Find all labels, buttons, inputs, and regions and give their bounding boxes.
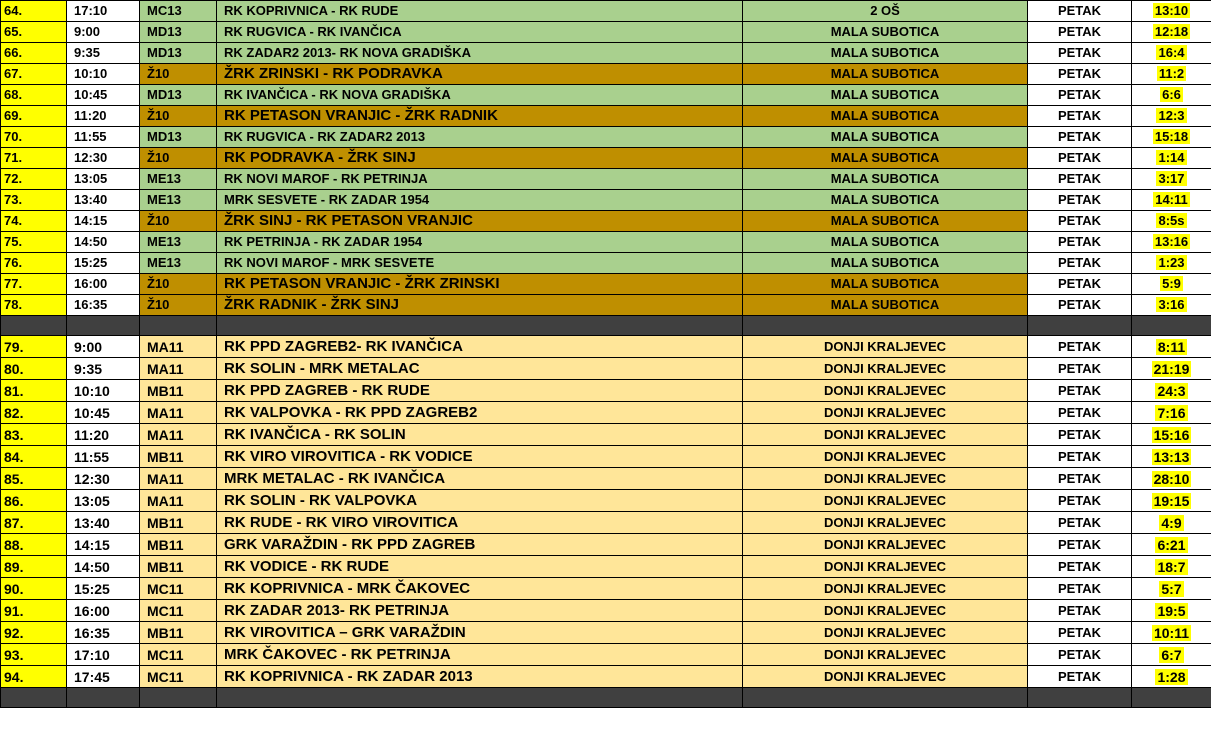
match-day: PETAK bbox=[1028, 148, 1132, 169]
table-row bbox=[1, 644, 1211, 666]
match-result bbox=[1132, 148, 1211, 169]
result-score: 13:13 bbox=[1153, 448, 1190, 465]
match-number: 77. bbox=[1, 274, 67, 295]
result-score: 3:17 bbox=[1158, 171, 1185, 186]
match-day: PETAK bbox=[1028, 578, 1132, 600]
match-number: 64. bbox=[1, 1, 67, 22]
table-row bbox=[1, 468, 1211, 490]
separator-cell bbox=[1028, 688, 1132, 708]
match-number: 93. bbox=[1, 644, 67, 666]
match-result bbox=[1132, 358, 1211, 380]
match-category: MA11 bbox=[140, 358, 217, 380]
match-day: PETAK bbox=[1028, 600, 1132, 622]
result-score: 12:18 bbox=[1154, 24, 1189, 39]
match-category: MB11 bbox=[140, 380, 217, 402]
match-time: 12:30 bbox=[67, 148, 140, 169]
match-day: PETAK bbox=[1028, 556, 1132, 578]
match-result bbox=[1132, 402, 1211, 424]
match-number: 91. bbox=[1, 600, 67, 622]
match-category: Ž10 bbox=[140, 211, 217, 232]
table-row bbox=[1, 253, 1211, 274]
match-day: PETAK bbox=[1028, 295, 1132, 316]
match-number: 69. bbox=[1, 106, 67, 127]
match-day: PETAK bbox=[1028, 106, 1132, 127]
match-number: 80. bbox=[1, 358, 67, 380]
match-result bbox=[1132, 490, 1211, 512]
match-venue: MALA SUBOTICA bbox=[743, 148, 1028, 169]
match-teams: MRK ČAKOVEC - RK PETRINJA bbox=[217, 644, 743, 666]
separator-cell bbox=[140, 316, 217, 336]
match-number: 68. bbox=[1, 85, 67, 106]
match-result bbox=[1132, 64, 1211, 85]
match-category: MA11 bbox=[140, 424, 217, 446]
match-venue: MALA SUBOTICA bbox=[743, 274, 1028, 295]
match-result bbox=[1132, 22, 1211, 43]
match-time: 15:25 bbox=[67, 253, 140, 274]
match-teams: RK VIRO VIROVITICA - RK VODICE bbox=[217, 446, 743, 468]
match-teams: RK RUDE - RK VIRO VIROVITICA bbox=[217, 512, 743, 534]
result-score: 11:2 bbox=[1158, 66, 1185, 81]
match-time: 13:05 bbox=[67, 169, 140, 190]
result-score: 5:7 bbox=[1161, 580, 1182, 597]
match-day: PETAK bbox=[1028, 666, 1132, 688]
match-teams: RK RUGVICA - RK IVANČICA bbox=[217, 22, 743, 43]
result-score: 6:6 bbox=[1162, 87, 1181, 102]
match-teams: RK KOPRIVNICA - MRK ČAKOVEC bbox=[217, 578, 743, 600]
match-venue: MALA SUBOTICA bbox=[743, 232, 1028, 253]
match-category: Ž10 bbox=[140, 295, 217, 316]
match-number: 75. bbox=[1, 232, 67, 253]
table-row bbox=[1, 600, 1211, 622]
match-day: PETAK bbox=[1028, 43, 1132, 64]
match-time: 11:20 bbox=[67, 106, 140, 127]
match-venue: DONJI KRALJEVEC bbox=[743, 358, 1028, 380]
match-time: 9:00 bbox=[67, 336, 140, 358]
table-row bbox=[1, 232, 1211, 253]
match-category: Ž10 bbox=[140, 148, 217, 169]
match-venue: DONJI KRALJEVEC bbox=[743, 490, 1028, 512]
match-number: 78. bbox=[1, 295, 67, 316]
result-score: 21:19 bbox=[1153, 360, 1190, 377]
result-score: 13:10 bbox=[1154, 3, 1189, 18]
table-row bbox=[1, 402, 1211, 424]
match-time: 17:45 bbox=[67, 666, 140, 688]
match-teams: RK PPD ZAGREB - RK RUDE bbox=[217, 380, 743, 402]
table-row bbox=[1, 148, 1211, 169]
separator-cell bbox=[1, 316, 67, 336]
match-venue: DONJI KRALJEVEC bbox=[743, 402, 1028, 424]
result-score: 1:14 bbox=[1158, 150, 1185, 165]
match-category: MD13 bbox=[140, 22, 217, 43]
match-category: MC13 bbox=[140, 1, 217, 22]
table-row bbox=[1, 1, 1211, 22]
match-number: 89. bbox=[1, 556, 67, 578]
match-result bbox=[1132, 295, 1211, 316]
match-venue: MALA SUBOTICA bbox=[743, 127, 1028, 148]
match-day: PETAK bbox=[1028, 64, 1132, 85]
match-number: 72. bbox=[1, 169, 67, 190]
match-venue: DONJI KRALJEVEC bbox=[743, 446, 1028, 468]
match-result bbox=[1132, 190, 1211, 211]
match-teams: RK SOLIN - RK VALPOVKA bbox=[217, 490, 743, 512]
match-teams: ŽRK ZRINSKI - RK PODRAVKA bbox=[217, 64, 743, 85]
result-score: 19:15 bbox=[1153, 492, 1190, 509]
match-category: Ž10 bbox=[140, 64, 217, 85]
match-result bbox=[1132, 127, 1211, 148]
match-time: 14:15 bbox=[67, 534, 140, 556]
result-score: 15:16 bbox=[1153, 426, 1190, 443]
separator-cell bbox=[67, 316, 140, 336]
match-category: MB11 bbox=[140, 622, 217, 644]
table-row bbox=[1, 380, 1211, 402]
separator-cell bbox=[1028, 316, 1132, 336]
match-number: 90. bbox=[1, 578, 67, 600]
match-category: ME13 bbox=[140, 232, 217, 253]
match-venue: MALA SUBOTICA bbox=[743, 85, 1028, 106]
match-teams: RK NOVI MAROF - MRK SESVETE bbox=[217, 253, 743, 274]
match-time: 14:50 bbox=[67, 556, 140, 578]
table-row bbox=[1, 190, 1211, 211]
match-teams: RK VODICE - RK RUDE bbox=[217, 556, 743, 578]
schedule-body bbox=[1, 1, 1211, 708]
match-day: PETAK bbox=[1028, 622, 1132, 644]
match-day: PETAK bbox=[1028, 336, 1132, 358]
match-time: 10:10 bbox=[67, 64, 140, 85]
separator-cell bbox=[67, 688, 140, 708]
match-day: PETAK bbox=[1028, 424, 1132, 446]
match-teams: RK VIROVITICA – GRK VARAŽDIN bbox=[217, 622, 743, 644]
match-day: PETAK bbox=[1028, 211, 1132, 232]
match-number: 87. bbox=[1, 512, 67, 534]
match-day: PETAK bbox=[1028, 22, 1132, 43]
match-day: PETAK bbox=[1028, 85, 1132, 106]
match-category: MA11 bbox=[140, 468, 217, 490]
match-venue: MALA SUBOTICA bbox=[743, 295, 1028, 316]
result-score: 15:18 bbox=[1154, 129, 1189, 144]
match-time: 13:05 bbox=[67, 490, 140, 512]
match-teams: RK SOLIN - MRK METALAC bbox=[217, 358, 743, 380]
match-category: MB11 bbox=[140, 446, 217, 468]
match-teams: RK VALPOVKA - RK PPD ZAGREB2 bbox=[217, 402, 743, 424]
result-score: 28:10 bbox=[1153, 470, 1190, 487]
match-teams: GRK VARAŽDIN - RK PPD ZAGREB bbox=[217, 534, 743, 556]
match-day: PETAK bbox=[1028, 644, 1132, 666]
match-day: PETAK bbox=[1028, 232, 1132, 253]
match-category: MA11 bbox=[140, 402, 217, 424]
match-number: 73. bbox=[1, 190, 67, 211]
match-venue: MALA SUBOTICA bbox=[743, 43, 1028, 64]
match-time: 11:55 bbox=[67, 446, 140, 468]
match-time: 14:50 bbox=[67, 232, 140, 253]
result-score: 8:5s bbox=[1158, 213, 1185, 228]
match-time: 12:30 bbox=[67, 468, 140, 490]
table-row bbox=[1, 169, 1211, 190]
match-teams: RK ZADAR2 2013- RK NOVA GRADIŠKA bbox=[217, 43, 743, 64]
match-result bbox=[1132, 232, 1211, 253]
match-category: MB11 bbox=[140, 512, 217, 534]
match-category: Ž10 bbox=[140, 106, 217, 127]
match-number: 81. bbox=[1, 380, 67, 402]
match-number: 82. bbox=[1, 402, 67, 424]
match-day: PETAK bbox=[1028, 534, 1132, 556]
table-row bbox=[1, 446, 1211, 468]
match-category: ME13 bbox=[140, 253, 217, 274]
match-time: 16:00 bbox=[67, 274, 140, 295]
result-score: 6:21 bbox=[1157, 536, 1186, 553]
match-time: 9:00 bbox=[67, 22, 140, 43]
match-venue: DONJI KRALJEVEC bbox=[743, 534, 1028, 556]
match-result bbox=[1132, 169, 1211, 190]
match-category: MA11 bbox=[140, 490, 217, 512]
match-time: 10:10 bbox=[67, 380, 140, 402]
match-category: MD13 bbox=[140, 127, 217, 148]
match-result bbox=[1132, 666, 1211, 688]
match-category: MB11 bbox=[140, 534, 217, 556]
match-venue: DONJI KRALJEVEC bbox=[743, 600, 1028, 622]
match-result bbox=[1132, 211, 1211, 232]
match-number: 79. bbox=[1, 336, 67, 358]
match-day: PETAK bbox=[1028, 274, 1132, 295]
match-venue: MALA SUBOTICA bbox=[743, 169, 1028, 190]
table-row bbox=[1, 622, 1211, 644]
match-venue: MALA SUBOTICA bbox=[743, 64, 1028, 85]
match-teams: RK PPD ZAGREB2- RK IVANČICA bbox=[217, 336, 743, 358]
match-teams: RK PETASON VRANJIC - ŽRK ZRINSKI bbox=[217, 274, 743, 295]
match-number: 70. bbox=[1, 127, 67, 148]
match-venue: DONJI KRALJEVEC bbox=[743, 468, 1028, 490]
match-result bbox=[1132, 106, 1211, 127]
match-number: 74. bbox=[1, 211, 67, 232]
match-category: ME13 bbox=[140, 190, 217, 211]
match-time: 13:40 bbox=[67, 190, 140, 211]
match-result bbox=[1132, 622, 1211, 644]
match-day: PETAK bbox=[1028, 468, 1132, 490]
match-category: MD13 bbox=[140, 85, 217, 106]
table-row bbox=[1, 295, 1211, 316]
result-score: 7:16 bbox=[1157, 404, 1186, 421]
result-score: 3:16 bbox=[1158, 297, 1185, 312]
table-row bbox=[1, 336, 1211, 358]
match-day: PETAK bbox=[1028, 169, 1132, 190]
match-venue: DONJI KRALJEVEC bbox=[743, 336, 1028, 358]
match-teams: RK PETASON VRANJIC - ŽRK RADNIK bbox=[217, 106, 743, 127]
match-result bbox=[1132, 1, 1211, 22]
match-day: PETAK bbox=[1028, 446, 1132, 468]
match-time: 16:35 bbox=[67, 295, 140, 316]
result-score: 19:5 bbox=[1157, 602, 1186, 619]
separator-cell bbox=[140, 688, 217, 708]
match-teams: RK NOVI MAROF - RK PETRINJA bbox=[217, 169, 743, 190]
match-time: 17:10 bbox=[67, 644, 140, 666]
table-row bbox=[1, 274, 1211, 295]
table-row bbox=[1, 534, 1211, 556]
match-teams: RK RUGVICA - RK ZADAR2 2013 bbox=[217, 127, 743, 148]
match-venue: DONJI KRALJEVEC bbox=[743, 622, 1028, 644]
match-number: 86. bbox=[1, 490, 67, 512]
result-score: 12:3 bbox=[1158, 108, 1185, 123]
table-row bbox=[1, 43, 1211, 64]
result-score: 16:4 bbox=[1158, 45, 1185, 60]
result-score: 6:7 bbox=[1161, 646, 1182, 663]
match-result bbox=[1132, 43, 1211, 64]
match-venue: 2 OŠ bbox=[743, 1, 1028, 22]
match-result bbox=[1132, 468, 1211, 490]
match-venue: DONJI KRALJEVEC bbox=[743, 644, 1028, 666]
table-row bbox=[1, 64, 1211, 85]
separator-cell bbox=[217, 688, 743, 708]
match-venue: MALA SUBOTICA bbox=[743, 211, 1028, 232]
result-score: 1:28 bbox=[1157, 668, 1186, 685]
match-result bbox=[1132, 512, 1211, 534]
match-venue: DONJI KRALJEVEC bbox=[743, 666, 1028, 688]
match-teams: RK ZADAR 2013- RK PETRINJA bbox=[217, 600, 743, 622]
table-row bbox=[1, 85, 1211, 106]
match-result bbox=[1132, 424, 1211, 446]
result-score: 1:23 bbox=[1158, 255, 1185, 270]
match-result bbox=[1132, 274, 1211, 295]
separator-cell bbox=[217, 316, 743, 336]
match-time: 16:35 bbox=[67, 622, 140, 644]
match-category: MB11 bbox=[140, 556, 217, 578]
table-row bbox=[1, 666, 1211, 688]
match-result bbox=[1132, 644, 1211, 666]
match-day: PETAK bbox=[1028, 512, 1132, 534]
match-time: 14:15 bbox=[67, 211, 140, 232]
match-category: MC11 bbox=[140, 578, 217, 600]
match-day: PETAK bbox=[1028, 358, 1132, 380]
match-number: 66. bbox=[1, 43, 67, 64]
table-row bbox=[1, 556, 1211, 578]
match-category: Ž10 bbox=[140, 274, 217, 295]
match-day: PETAK bbox=[1028, 402, 1132, 424]
match-number: 83. bbox=[1, 424, 67, 446]
table-row bbox=[1, 106, 1211, 127]
match-category: MD13 bbox=[140, 43, 217, 64]
table-row bbox=[1, 512, 1211, 534]
separator-cell bbox=[1132, 688, 1211, 708]
match-time: 9:35 bbox=[67, 43, 140, 64]
match-result bbox=[1132, 534, 1211, 556]
match-teams: ŽRK SINJ - RK PETASON VRANJIC bbox=[217, 211, 743, 232]
match-category: ME13 bbox=[140, 169, 217, 190]
table-row bbox=[1, 127, 1211, 148]
separator-cell bbox=[743, 688, 1028, 708]
match-time: 15:25 bbox=[67, 578, 140, 600]
match-day: PETAK bbox=[1028, 1, 1132, 22]
match-result bbox=[1132, 578, 1211, 600]
match-teams: RK KOPRIVNICA - RK ZADAR 2013 bbox=[217, 666, 743, 688]
match-venue: DONJI KRALJEVEC bbox=[743, 380, 1028, 402]
match-day: PETAK bbox=[1028, 127, 1132, 148]
match-number: 92. bbox=[1, 622, 67, 644]
match-venue: MALA SUBOTICA bbox=[743, 106, 1028, 127]
result-score: 5:9 bbox=[1162, 276, 1181, 291]
match-result bbox=[1132, 556, 1211, 578]
result-score: 24:3 bbox=[1157, 382, 1186, 399]
match-number: 67. bbox=[1, 64, 67, 85]
match-day: PETAK bbox=[1028, 190, 1132, 211]
match-time: 10:45 bbox=[67, 402, 140, 424]
table-row bbox=[1, 578, 1211, 600]
match-venue: DONJI KRALJEVEC bbox=[743, 578, 1028, 600]
table-row bbox=[1, 358, 1211, 380]
match-day: PETAK bbox=[1028, 490, 1132, 512]
match-time: 17:10 bbox=[67, 1, 140, 22]
match-number: 71. bbox=[1, 148, 67, 169]
match-number: 88. bbox=[1, 534, 67, 556]
match-teams: MRK METALAC - RK IVANČICA bbox=[217, 468, 743, 490]
match-time: 13:40 bbox=[67, 512, 140, 534]
match-venue: DONJI KRALJEVEC bbox=[743, 512, 1028, 534]
table-row bbox=[1, 211, 1211, 232]
match-time: 9:35 bbox=[67, 358, 140, 380]
match-day: PETAK bbox=[1028, 380, 1132, 402]
table-row bbox=[1, 490, 1211, 512]
match-venue: MALA SUBOTICA bbox=[743, 253, 1028, 274]
match-category: MA11 bbox=[140, 336, 217, 358]
match-day: PETAK bbox=[1028, 253, 1132, 274]
match-teams: RK IVANČICA - RK SOLIN bbox=[217, 424, 743, 446]
result-score: 8:11 bbox=[1157, 338, 1186, 355]
match-time: 10:45 bbox=[67, 85, 140, 106]
section-separator-bottom bbox=[1, 688, 1211, 708]
separator-cell bbox=[1, 688, 67, 708]
match-result bbox=[1132, 85, 1211, 106]
match-time: 11:20 bbox=[67, 424, 140, 446]
result-score: 18:7 bbox=[1157, 558, 1186, 575]
match-number: 76. bbox=[1, 253, 67, 274]
match-venue: DONJI KRALJEVEC bbox=[743, 556, 1028, 578]
result-score: 13:16 bbox=[1154, 234, 1189, 249]
match-teams: RK PETRINJA - RK ZADAR 1954 bbox=[217, 232, 743, 253]
match-venue: DONJI KRALJEVEC bbox=[743, 424, 1028, 446]
separator-cell bbox=[743, 316, 1028, 336]
match-teams: ŽRK RADNIK - ŽRK SINJ bbox=[217, 295, 743, 316]
match-teams: RK KOPRIVNICA - RK RUDE bbox=[217, 1, 743, 22]
match-category: MC11 bbox=[140, 666, 217, 688]
section-separator bbox=[1, 316, 1211, 336]
match-number: 65. bbox=[1, 22, 67, 43]
match-result bbox=[1132, 446, 1211, 468]
match-category: MC11 bbox=[140, 600, 217, 622]
match-teams: MRK SESVETE - RK ZADAR 1954 bbox=[217, 190, 743, 211]
match-result bbox=[1132, 336, 1211, 358]
match-venue: MALA SUBOTICA bbox=[743, 190, 1028, 211]
match-result bbox=[1132, 600, 1211, 622]
match-teams: RK PODRAVKA - ŽRK SINJ bbox=[217, 148, 743, 169]
result-score: 10:11 bbox=[1153, 624, 1190, 641]
match-teams: RK IVANČICA - RK NOVA GRADIŠKA bbox=[217, 85, 743, 106]
table-row bbox=[1, 22, 1211, 43]
match-number: 84. bbox=[1, 446, 67, 468]
match-time: 16:00 bbox=[67, 600, 140, 622]
match-number: 85. bbox=[1, 468, 67, 490]
match-venue: MALA SUBOTICA bbox=[743, 22, 1028, 43]
table-row bbox=[1, 424, 1211, 446]
result-score: 14:11 bbox=[1155, 192, 1188, 207]
match-category: MC11 bbox=[140, 644, 217, 666]
match-number: 94. bbox=[1, 666, 67, 688]
match-result bbox=[1132, 253, 1211, 274]
separator-cell bbox=[1132, 316, 1211, 336]
match-result bbox=[1132, 380, 1211, 402]
result-score: 4:9 bbox=[1161, 514, 1182, 531]
match-time: 11:55 bbox=[67, 127, 140, 148]
